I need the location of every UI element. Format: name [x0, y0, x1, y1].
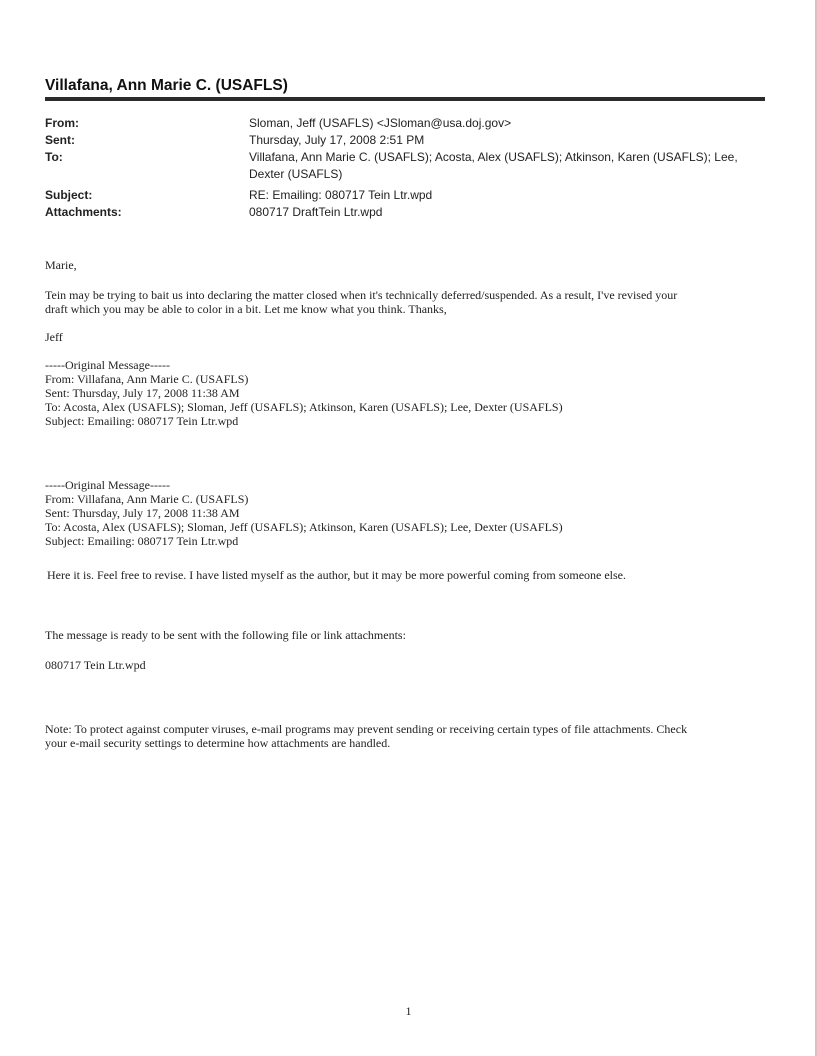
meta-label-from: From: — [45, 116, 79, 130]
meta-value-from: Sloman, Jeff (USAFLS) <JSloman@usa.doj.gov> — [249, 116, 512, 130]
email-metadata — [45, 115, 765, 221]
meta-value-to-line1: Villafana, Ann Marie C. (USAFLS); Acosta, Alex (USAFLS); Atkinson, Karen (USAFLS); Lee, — [249, 150, 738, 164]
original-2-from: From: Villafana, Ann Marie C. (USAFLS) — [45, 492, 249, 506]
original-2-marker: -----Original Message----- — [45, 478, 170, 492]
meta-label-attachments: Attachments: — [45, 205, 122, 219]
original-2-sent: Sent: Thursday, July 17, 2008 11:38 AM — [45, 506, 240, 520]
email-body — [45, 258, 775, 750]
meta-value-to-line2: Dexter (USAFLS) — [249, 167, 343, 181]
meta-row-attachments — [45, 204, 765, 221]
body-line-2: draft which you may be able to color in a bit. Let me know what you think. Thanks, — [45, 302, 447, 316]
original-body: Here it is. Feel free to revise. I have listed myself as the author, but it may be more powerful coming from someone else. — [47, 568, 627, 582]
meta-value-attachments: 080717 DraftTein Ltr.wpd — [249, 205, 383, 219]
document-header — [45, 76, 765, 101]
meta-row-subject — [45, 187, 765, 204]
body-line-1: Tein may be trying to bait us into declaring the matter closed when it's technically deferred/suspended. As a result, I've revised your — [45, 288, 678, 302]
meta-value-sent: Thursday, July 17, 2008 2:51 PM — [249, 133, 425, 147]
original-1-sent: Sent: Thursday, July 17, 2008 11:38 AM — [45, 386, 240, 400]
original-1-subject: Subject: Emailing: 080717 Tein Ltr.wpd — [45, 414, 239, 428]
signature: Jeff — [45, 330, 63, 344]
meta-label-sent: Sent: — [45, 133, 75, 147]
meta-row-from — [45, 115, 765, 132]
original-1-to: To: Acosta, Alex (USAFLS); Sloman, Jeff (USAFLS); Atkinson, Karen (USAFLS); Lee, Dexter (USAFLS) — [45, 400, 563, 414]
attachment-name: 080717 Tein Ltr.wpd — [45, 658, 146, 672]
note-line-2: your e-mail security settings to determine how attachments are handled. — [45, 736, 391, 750]
meta-label-to: To: — [45, 150, 63, 164]
meta-row-sent — [45, 132, 765, 149]
meta-value-to — [249, 149, 765, 183]
greeting: Marie, — [45, 258, 77, 272]
meta-row-to — [45, 149, 765, 183]
note-line-1: Note: To protect against computer viruses, e-mail programs may prevent sending or receiving certain types of file attachments. Check — [45, 722, 688, 736]
original-2-to: To: Acosta, Alex (USAFLS); Sloman, Jeff (USAFLS); Atkinson, Karen (USAFLS); Lee, Dexter (USAFLS) — [45, 520, 563, 534]
original-1-from: From: Villafana, Ann Marie C. (USAFLS) — [45, 372, 249, 386]
original-2-subject: Subject: Emailing: 080717 Tein Ltr.wpd — [45, 534, 239, 548]
meta-label-subject: Subject: — [45, 188, 93, 202]
page-number: 1 — [405, 1004, 412, 1018]
original-1-marker: -----Original Message----- — [45, 358, 170, 372]
header-rule — [45, 97, 765, 101]
ready-line: The message is ready to be sent with the following file or link attachments: — [45, 628, 406, 642]
header-name: Villafana, Ann Marie C. (USAFLS) — [45, 77, 288, 94]
meta-value-subject: RE: Emailing: 080717 Tein Ltr.wpd — [249, 188, 433, 202]
